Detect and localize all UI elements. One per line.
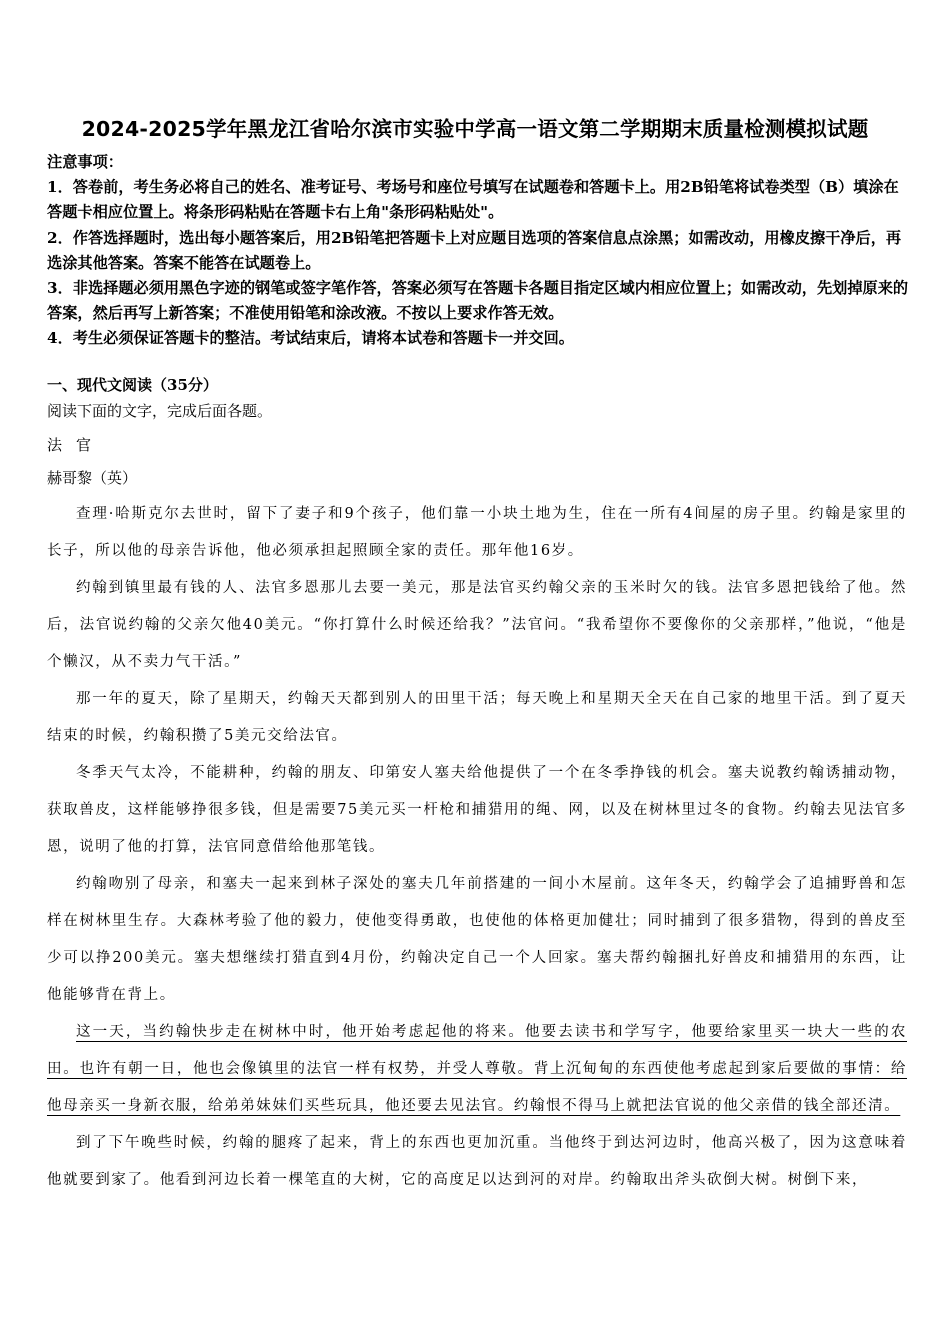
notice-item: 2．作答选择题时，选出每小题答案后，用2B铅笔把答题卡上对应题目选项的答案信息点涂黑；如需改动，用橡皮擦干净后，再选涂其他答案。答案不能答在试题卷上。 — [47, 228, 902, 272]
story-paragraph-underlined: 这一天，当约翰快步走在树林中时，他开始考虑起他的将来。他要去读书和学写字，他要给家里买一块大一些的农田。也许有朝一日，他也会像镇里的法官一样有权势，并受人尊敬。背上沉甸甸的东西使他考虑起到家后要做的事情：给他母亲买一身新衣服，给弟弟妹妹们买些玩具，他还要去见法官。约翰恨不得马上就把法官说的他父亲借的钱全部还清。 — [47, 1024, 907, 1114]
story-paragraph: 约翰吻别了母亲，和塞夫一起来到林子深处的塞夫几年前搭建的一间小木屋前。这年冬天，约翰学会了追捕野兽和怎样在树林里生存。大森林考验了他的毅力，使他变得勇敢，也使他的体格更加健壮；同时捕到了很多猎物，得到的兽皮至少可以挣200美元。塞夫想继续打猎直到4月份，约翰决定自己一个人回家。塞夫帮约翰捆扎好兽皮和捕猎用的东西，让他能够背在背上。 — [47, 876, 907, 1003]
story-title: 法官 — [47, 436, 106, 454]
story-paragraph: 冬季天气太冷，不能耕种，约翰的朋友、印第安人塞夫给他提供了一个在冬季挣钱的机会。塞夫说教约翰诱捕动物，获取兽皮，这样能够挣很多钱，但是需要75美元买一杆枪和捕猎用的绳、网，以及在树林里过冬的食物。约翰去见法官多恩，说明了他的打算，法官同意借给他那笔钱。 — [47, 765, 907, 855]
story-paragraph: 那一年的夏天，除了星期天，约翰天天都到别人的田里干活；每天晚上和星期天全天在自己家的地里干活。到了夏天结束的时候，约翰积攒了5美元交给法官。 — [47, 691, 907, 744]
story-paragraph: 查理·哈斯克尔去世时，留下了妻子和9个孩子，他们靠一小块土地为生，住在一所有4间屋的房子里。约翰是家里的长子，所以他的母亲告诉他，他必须承担起照顾全家的责任。那年他16岁。 — [47, 506, 907, 559]
story-paragraph: 到了下午晚些时候，约翰的腿疼了起来，背上的东西也更加沉重。当他终于到达河边时，他高兴极了，因为这意味着他就要到家了。他看到河边长着一棵笔直的大树，它的高度足以达到河的对岸。约翰取出斧头砍倒大树。树倒下来， — [47, 1135, 907, 1188]
section-heading: 一、现代文阅读（35分） — [47, 376, 218, 394]
story-body — [47, 496, 907, 1199]
section-intro: 阅读下面的文字，完成后面各题。 — [47, 402, 273, 420]
story-author: 赫哥黎（英） — [47, 469, 138, 487]
notice-heading: 注意事项： — [47, 153, 123, 171]
story-paragraph: 约翰到镇里最有钱的人、法官多恩那儿去要一美元，那是法官买约翰父亲的玉米时欠的钱。法官多恩把钱给了他。然后，法官说约翰的父亲欠他40美元。“你打算什么时候还给我？”法官问。“我希望你不要像你的父亲那样，”他说，“他是个懒汉，从不卖力气干活。” — [47, 580, 907, 670]
notice-block — [47, 150, 909, 352]
notice-item: 3．非选择题必须用黑色字迹的钢笔或签字笔作答，答案必须写在答题卡各题目指定区域内相应位置上；如需改动，先划掉原来的答案，然后再写上新答案；不准使用铅笔和涂改液。不按以上要求作答无效。 — [47, 279, 909, 323]
notice-item: 1．答卷前，考生务必将自己的姓名、准考证号、考场号和座位号填写在试题卷和答题卡上。用2B铅笔将试卷类型（B）填涂在答题卡相应位置上。将条形码粘贴在答题卡右上角"条形码粘贴处"。 — [47, 178, 899, 222]
document-title: 2024-2025学年黑龙江省哈尔滨市实验中学高一语文第二学期期末质量检测模拟试题 — [81, 117, 869, 141]
notice-item: 4．考生必须保证答题卡的整洁。考试结束后，请将本试卷和答题卡一并交回。 — [47, 329, 574, 348]
